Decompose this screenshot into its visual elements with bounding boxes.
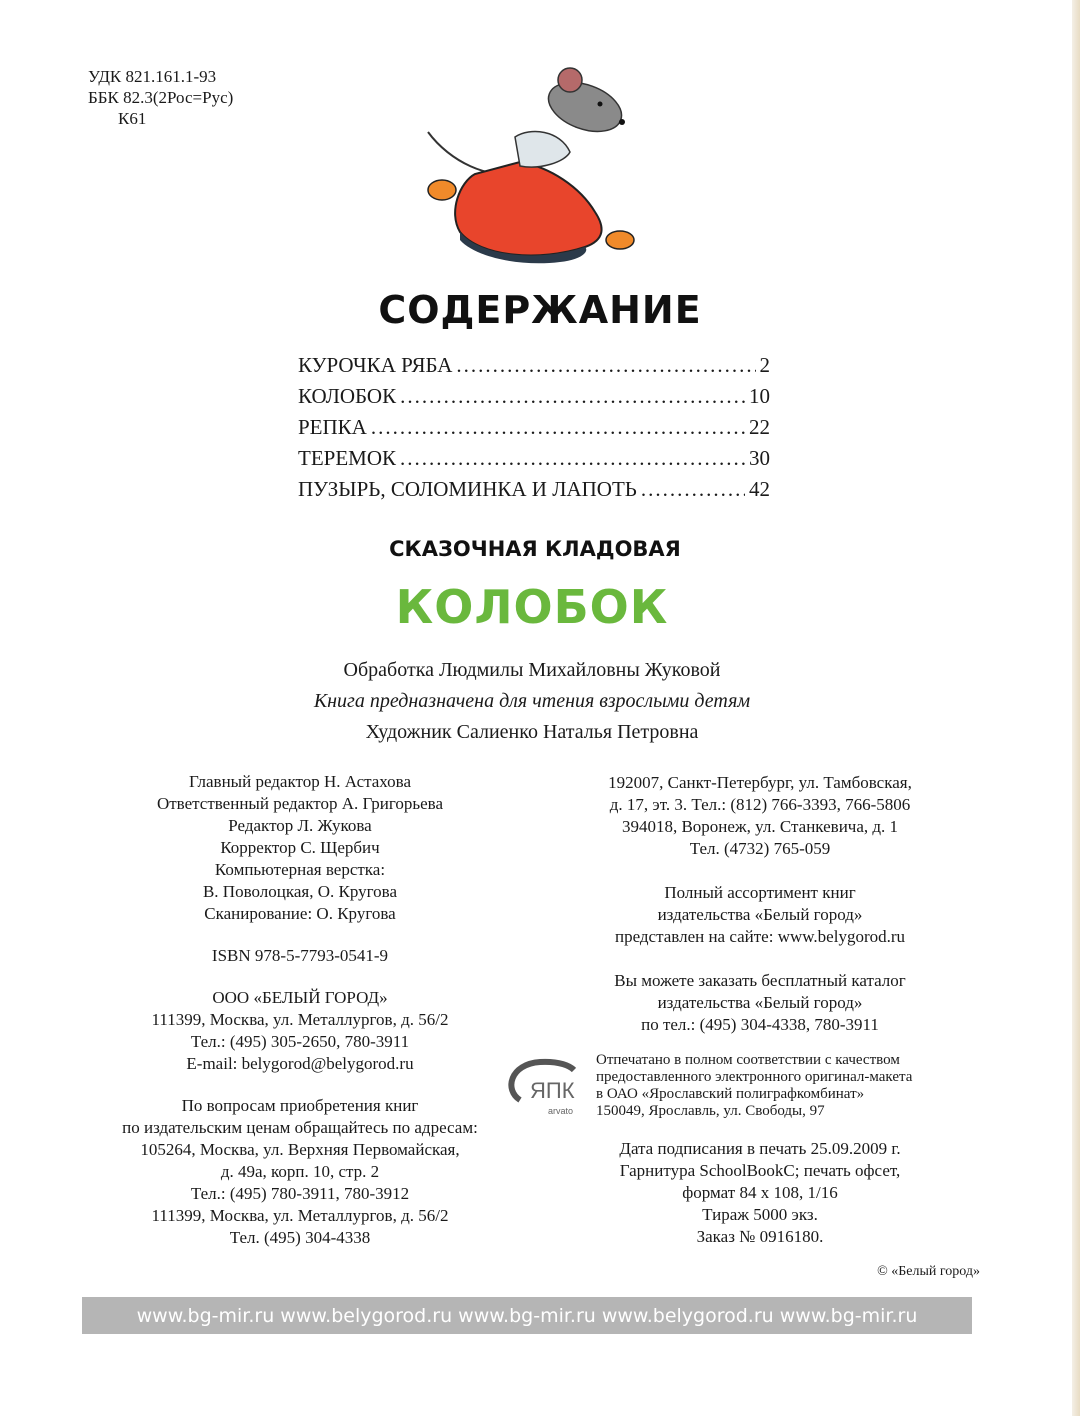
toc-leader: [400, 446, 745, 471]
toc-item: [298, 477, 770, 508]
table-of-contents: [298, 353, 770, 508]
bbk-code: ББК 82.3(2Рос=Рус): [88, 88, 234, 107]
staff-line: Главный редактор Н. Астахова: [188, 772, 412, 791]
publisher-line: ООО «БЕЛЫЙ ГОРОД»: [212, 988, 388, 1007]
toc-item: [298, 353, 770, 384]
audience-note: Книга предназначена для чтения взрослыми детям: [313, 690, 751, 712]
author-mark: К61: [118, 109, 147, 128]
toc-item-title: КОЛОБОК: [298, 384, 397, 408]
catalog-line: по тел.: (495) 304-4338, 780-3911: [641, 1015, 879, 1034]
toc-leader: [641, 477, 745, 502]
mouse-blouse: [515, 132, 570, 168]
printed-line: 150049, Ярославль, ул. Свободы, 97: [596, 1103, 825, 1119]
toc-item-title: ТЕРЕМОК: [298, 446, 397, 470]
adaptation-credit: Обработка Людмилы Михайловны Жуковой: [343, 659, 721, 681]
artist-credit: Художник Салиенко Наталья Петровна: [365, 721, 699, 743]
staff-line: Редактор Л. Жукова: [228, 816, 372, 835]
toc-item-page: 22: [749, 415, 770, 439]
address-line: 394018, Воронеж, ул. Станкевича, д. 1: [621, 817, 899, 836]
print-info: [540, 1138, 980, 1248]
purchase-line: 111399, Москва, ул. Металлургов, д. 56/2: [151, 1206, 449, 1225]
assortment-line: Полный ассортимент книг: [664, 883, 856, 902]
purchase-line: д. 49а, корп. 10, стр. 2: [220, 1162, 380, 1181]
udk-code: УДК 821.161.1-93: [88, 67, 217, 86]
purchase-line: 105264, Москва, ул. Верхняя Первомайская,: [140, 1140, 460, 1159]
toc-item-page: 2: [759, 353, 770, 377]
toc-item-page: 42: [749, 477, 770, 501]
purchase-line: Тел.: (495) 780-3911, 780-3912: [190, 1184, 410, 1203]
staff-line: В. Поволоцкая, О. Кругова: [202, 882, 398, 901]
assortment-line: издательства «Белый город»: [657, 905, 863, 924]
print-info-line: Заказ № 0916180.: [696, 1227, 824, 1246]
mouse-nose: [619, 119, 625, 125]
series-title: СКАЗОЧНАЯ КЛАДОВАЯ: [389, 537, 681, 561]
printed-line: в ОАО «Ярославский полиграфкомбинат»: [596, 1086, 865, 1102]
printed-line: Отпечатано в полном соответствии с качеством: [596, 1052, 900, 1068]
mouse-illustration: [420, 62, 640, 272]
purchase-line: по издательским ценам обращайтесь по адресам:: [122, 1118, 478, 1137]
print-info-line: формат 84 х 108, 1/16: [682, 1183, 838, 1202]
footer-band: www.bg-mir.ru www.belygorod.ru www.bg-mir.ru www.belygorod.ru www.bg-mir.ru: [82, 1297, 972, 1334]
toc-item-page: 30: [749, 446, 770, 470]
mouse-head: [542, 73, 628, 140]
page-edge: [1072, 0, 1080, 1416]
catalog-line: издательства «Белый город»: [657, 993, 863, 1012]
print-info-line: Дата подписания в печать 25.09.2009 г.: [619, 1139, 901, 1158]
book-title: КОЛОБОК: [395, 580, 669, 634]
mouse-ear: [558, 68, 582, 92]
toc-item-title: КУРОЧКА РЯБА: [298, 353, 453, 377]
staff-line: Компьютерная верстка:: [214, 860, 386, 879]
staff-line: Корректор С. Щербич: [220, 838, 380, 857]
toc-item-page: 10: [749, 384, 770, 408]
isbn: ISBN 978-5-7793-0541-9: [211, 946, 389, 965]
purchase-line: По вопросам приобретения книг: [181, 1096, 419, 1115]
left-column: [70, 771, 530, 1249]
staff-line: Сканирование: О. Кругова: [204, 904, 396, 923]
publisher-line: 111399, Москва, ул. Металлургов, д. 56/2: [151, 1010, 449, 1029]
printer-logo: [500, 1056, 596, 1118]
print-info-line: Гарнитура SchoolBookC; печать офсет,: [619, 1161, 901, 1180]
toc-leader: [400, 384, 745, 409]
copyright: © «Белый город»: [877, 1264, 980, 1279]
printed-note: [596, 1052, 996, 1120]
credits: [0, 655, 1064, 748]
toc-title: СОДЕРЖАНИЕ: [378, 288, 702, 332]
toc-leader: [456, 353, 755, 378]
mouse-eye: [598, 102, 603, 107]
purchase-line: Тел. (495) 304-4338: [229, 1228, 371, 1247]
classification-block: [88, 66, 233, 129]
toc-item: [298, 446, 770, 477]
assortment-line: представлен на сайте: www.belygorod.ru: [614, 927, 906, 946]
toc-item: [298, 384, 770, 415]
publisher-line: Тел.: (495) 305-2650, 780-3911: [190, 1032, 410, 1051]
toc-item: [298, 415, 770, 446]
print-info-line: Тираж 5000 экз.: [702, 1205, 818, 1224]
toc-item-title: РЕПКА: [298, 415, 367, 439]
catalog-line: Вы можете заказать бесплатный каталог: [614, 971, 906, 990]
right-column-top: [540, 772, 980, 1036]
printed-line: предоставленного электронного оригинал-макета: [596, 1069, 913, 1085]
publisher-email: E-mail: belygorod@belygorod.ru: [186, 1054, 414, 1073]
address-line: 192007, Санкт-Петербург, ул. Тамбовская,: [608, 773, 912, 792]
address-line: д. 17, эт. 3. Тел.: (812) 766-3393, 766-5806: [609, 795, 911, 814]
mouse-shoe-left: [428, 180, 456, 200]
toc-leader: [371, 415, 745, 440]
mouse-skirt: [455, 162, 601, 255]
logo-sub: arvato: [548, 1106, 574, 1116]
staff-line: Ответственный редактор А. Григорьева: [156, 794, 444, 813]
logo-text: ЯПК: [530, 1078, 575, 1103]
mouse-shoe-right: [606, 231, 634, 249]
toc-item-title: ПУЗЫРЬ, СОЛОМИНКА И ЛАПОТЬ: [298, 477, 637, 501]
address-line: Тел. (4732) 765-059: [689, 839, 831, 858]
